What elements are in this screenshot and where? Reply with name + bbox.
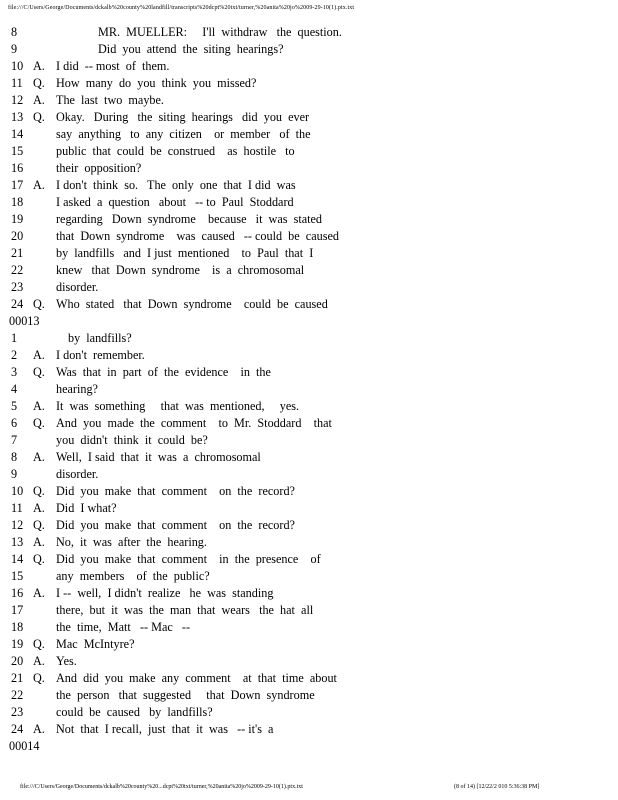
transcript-line (0, 670, 618, 687)
transcript-line (0, 160, 618, 177)
line-text: It was something that was mentioned, yes. (56, 399, 300, 413)
line-text: public that could be construed as hostile to (56, 144, 295, 158)
line-number: 13 (11, 110, 24, 124)
line-text: Mac McIntyre? (56, 637, 135, 651)
line-number: 17 (11, 603, 24, 617)
line-text: Who stated that Down syndrome could be caused (56, 297, 328, 311)
line-text: Did you make that comment in the presence of (56, 552, 321, 566)
line-number: 10 (11, 59, 24, 73)
transcript-line (0, 517, 618, 534)
speaker-label: A. (33, 654, 45, 668)
transcript-line (0, 449, 618, 466)
speaker-label: Q. (33, 671, 45, 685)
page-marker-line (0, 738, 618, 755)
line-number: 15 (11, 144, 24, 158)
line-text: the person that suggested that Down syndrome (56, 688, 315, 702)
page-number-marker: 00013 (9, 314, 40, 328)
line-number: 9 (11, 42, 18, 56)
line-text: Did you make that comment on the record? (56, 518, 295, 532)
line-number: 3 (11, 365, 18, 379)
transcript-line (0, 415, 618, 432)
line-text: I asked a question about -- to Paul Stoddard (56, 195, 294, 209)
line-text: disorder. (56, 467, 99, 481)
transcript-line (0, 24, 618, 41)
transcript-line (0, 636, 618, 653)
line-number: 19 (11, 212, 24, 226)
transcript-line (0, 704, 618, 721)
transcript-line (0, 585, 618, 602)
transcript-line (0, 75, 618, 92)
speaker-label: A. (33, 722, 45, 736)
line-text: And did you make any comment at that time about (56, 671, 337, 685)
line-text: I -- well, I didn't realize he was standing (56, 586, 274, 600)
line-text: you didn't think it could be? (56, 433, 208, 447)
transcript-line (0, 534, 618, 551)
line-text: I don't remember. (56, 348, 145, 362)
transcript-line (0, 432, 618, 449)
transcript-line (0, 262, 618, 279)
transcript-line (0, 92, 618, 109)
line-text: any members of the public? (56, 569, 210, 583)
line-number: 22 (11, 688, 24, 702)
transcript-line (0, 381, 618, 398)
line-text: disorder. (56, 280, 99, 294)
line-text: I don't think so. The only one that I did was (56, 178, 296, 192)
line-text: Did you attend the siting hearings? (98, 42, 284, 56)
line-text: hearing? (56, 382, 98, 396)
line-number: 6 (11, 416, 18, 430)
line-text: I did -- most of them. (56, 59, 170, 73)
speaker-label: Q. (33, 637, 45, 651)
transcript-line (0, 347, 618, 364)
line-text: say anything to any citizen or member of the (56, 127, 311, 141)
speaker-label: A. (33, 399, 45, 413)
line-number: 5 (11, 399, 18, 413)
line-number: 12 (11, 93, 24, 107)
line-text: No, it was after the hearing. (56, 535, 207, 549)
transcript-line (0, 228, 618, 245)
transcript-line (0, 245, 618, 262)
line-number: 17 (11, 178, 24, 192)
transcript-line (0, 653, 618, 670)
transcript-line (0, 143, 618, 160)
line-text: by landfills? (68, 331, 132, 345)
speaker-label: Q. (33, 416, 45, 430)
transcript-line (0, 296, 618, 313)
line-number: 21 (11, 246, 24, 260)
line-text: Did you make that comment on the record? (56, 484, 295, 498)
line-number: 10 (11, 484, 24, 498)
line-text: MR. MUELLER: I'll withdraw the question. (98, 25, 342, 39)
transcript-line (0, 398, 618, 415)
transcript-line (0, 568, 618, 585)
line-number: 14 (11, 127, 24, 141)
line-number: 13 (11, 535, 24, 549)
speaker-label: Q. (33, 484, 45, 498)
line-text: Okay. During the siting hearings did you ever (56, 110, 310, 124)
line-text: knew that Down syndrome is a chromosomal (56, 263, 305, 277)
line-number: 22 (11, 263, 24, 277)
transcript-line (0, 500, 618, 517)
file-path-header: file:///C/Users/George/Documents/dckalb%20county%20landfill/transcripts%20dcpt%20txt/turner,%20anita%20jo%2009-29-10(1).ptx.txt (8, 5, 355, 11)
line-number: 23 (11, 705, 24, 719)
transcript-line (0, 177, 618, 194)
transcript-line (0, 551, 618, 568)
line-number: 12 (11, 518, 24, 532)
line-number: 4 (11, 382, 18, 396)
line-text: the time, Matt -- Mac -- (56, 620, 191, 634)
line-number: 24 (11, 722, 24, 736)
line-number: 7 (11, 433, 18, 447)
line-text: And you made the comment to Mr. Stoddard that (56, 416, 332, 430)
speaker-label: A. (33, 450, 45, 464)
page-marker-line (0, 313, 618, 330)
line-text: regarding Down syndrome because it was stated (56, 212, 323, 226)
line-text: Yes. (56, 654, 77, 668)
speaker-label: A. (33, 586, 45, 600)
transcript-line (0, 364, 618, 381)
line-number: 20 (11, 229, 24, 243)
line-text: their opposition? (56, 161, 142, 175)
line-number: 16 (11, 161, 24, 175)
speaker-label: A. (33, 348, 45, 362)
line-number: 11 (11, 501, 23, 515)
transcript-line (0, 483, 618, 500)
speaker-label: Q. (33, 110, 45, 124)
line-text: that Down syndrome was caused -- could be caused (56, 229, 339, 243)
line-number: 9 (11, 467, 18, 481)
transcript-line (0, 211, 618, 228)
transcript-line (0, 602, 618, 619)
speaker-label: A. (33, 93, 45, 107)
line-number: 24 (11, 297, 24, 311)
line-number: 19 (11, 637, 24, 651)
line-number: 18 (11, 620, 24, 634)
line-text: could be caused by landfills? (56, 705, 213, 719)
transcript-line (0, 109, 618, 126)
line-number: 16 (11, 586, 24, 600)
line-number: 11 (11, 76, 23, 90)
line-number: 2 (11, 348, 18, 362)
transcript-line (0, 194, 618, 211)
speaker-label: Q. (33, 518, 45, 532)
line-number: 14 (11, 552, 24, 566)
transcript-body (0, 24, 618, 755)
transcript-line (0, 126, 618, 143)
line-number: 21 (11, 671, 24, 685)
speaker-label: A. (33, 535, 45, 549)
line-number: 8 (11, 450, 18, 464)
transcript-line (0, 330, 618, 347)
speaker-label: Q. (33, 552, 45, 566)
line-number: 23 (11, 280, 24, 294)
transcript-line (0, 619, 618, 636)
line-text: The last two maybe. (56, 93, 164, 107)
speaker-label: A. (33, 59, 45, 73)
page-number-marker: 00014 (9, 739, 40, 753)
transcript-line (0, 687, 618, 704)
line-number: 20 (11, 654, 24, 668)
speaker-label: Q. (33, 76, 45, 90)
speaker-label: A. (33, 178, 45, 192)
line-number: 18 (11, 195, 24, 209)
footer-page-info: (8 of 14) [12/22/2 010 5:36:38 PM] (454, 784, 540, 790)
line-number: 8 (11, 25, 18, 39)
footer-file-path: file:///C/Users/George/Documents/dckalb%20county%20...dcpt%20txt/turner,%20anita%20jo%2009-29-10(1).ptx.txt (20, 784, 303, 790)
transcript-line (0, 721, 618, 738)
line-text: by landfills and I just mentioned to Paul that I (56, 246, 314, 260)
line-text: How many do you think you missed? (56, 76, 257, 90)
line-text: Not that I recall, just that it was -- it's a (56, 722, 274, 736)
transcript-line (0, 466, 618, 483)
line-text: there, but it was the man that wears the hat all (56, 603, 314, 617)
transcript-line (0, 41, 618, 58)
speaker-label: A. (33, 501, 45, 515)
line-text: Well, I said that it was a chromosomal (56, 450, 261, 464)
line-number: 1 (11, 331, 18, 345)
speaker-label: Q. (33, 365, 45, 379)
line-text: Was that in part of the evidence in the (56, 365, 271, 379)
transcript-line (0, 58, 618, 75)
line-text: Did I what? (56, 501, 117, 515)
line-number: 15 (11, 569, 24, 583)
speaker-label: Q. (33, 297, 45, 311)
transcript-line (0, 279, 618, 296)
